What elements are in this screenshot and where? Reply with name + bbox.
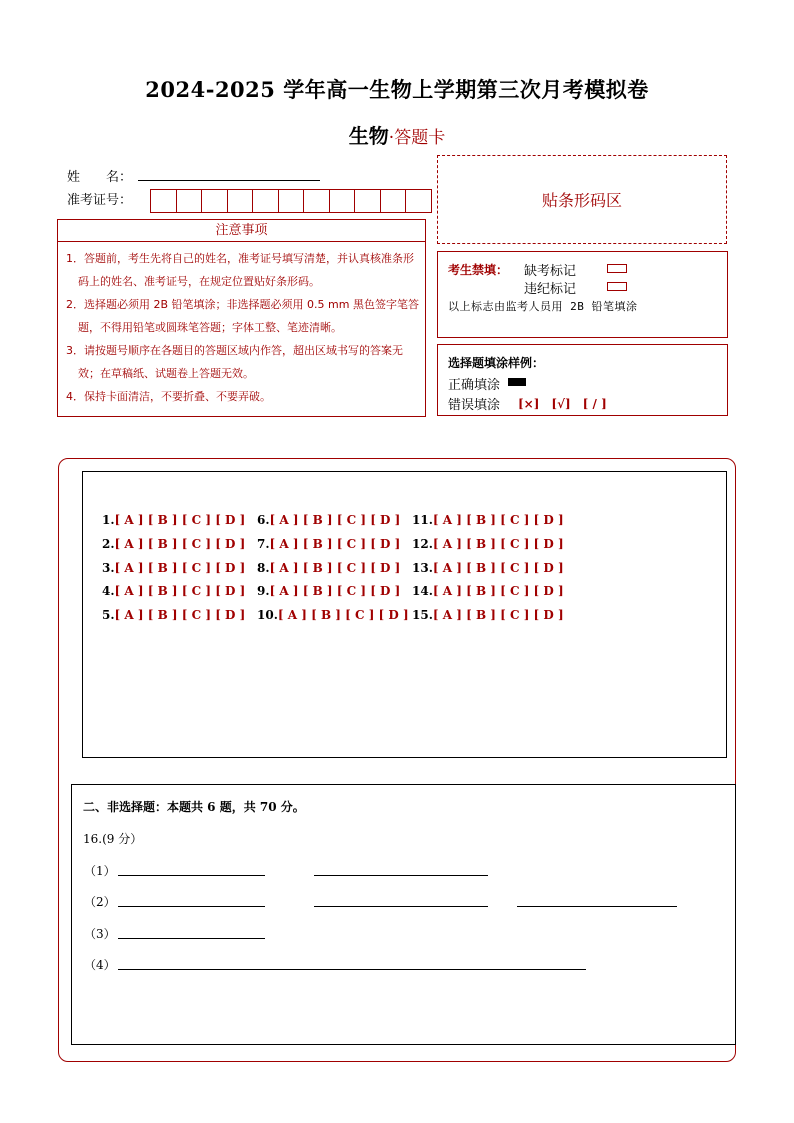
choice-options[interactable]: [ A ] [ B ] [ C ] [ D ] xyxy=(114,584,246,598)
choice-options[interactable]: [ A ] [ B ] [ C ] [ D ] xyxy=(269,561,401,575)
part-4-label: （4） xyxy=(84,958,116,972)
id-digit-box[interactable] xyxy=(201,189,228,213)
choice-row[interactable] xyxy=(412,537,564,551)
part-2-blank-3[interactable] xyxy=(517,906,677,907)
subject-heading xyxy=(0,120,794,149)
question-number: 9. xyxy=(257,584,270,598)
notes-heading: 注意事项 xyxy=(57,219,426,242)
choice-options[interactable]: [ A ] [ B ] [ C ] [ D ] xyxy=(432,561,564,575)
choice-row[interactable] xyxy=(412,608,564,622)
exam-id-boxes[interactable] xyxy=(151,189,432,213)
choice-options[interactable]: [ A ] [ B ] [ C ] [ D ] xyxy=(269,537,401,551)
id-digit-box[interactable] xyxy=(278,189,305,213)
question-number: 12. xyxy=(412,537,433,551)
choice-options[interactable]: [ A ] [ B ] [ C ] [ D ] xyxy=(269,584,401,598)
choice-row[interactable] xyxy=(102,537,245,551)
question-number: 8. xyxy=(257,561,270,575)
choice-options[interactable]: [ A ] [ B ] [ C ] [ D ] xyxy=(269,513,401,527)
id-digit-box[interactable] xyxy=(176,189,203,213)
choice-row[interactable] xyxy=(102,584,245,598)
page-title: 2024-2025 学年高一生物上学期第三次月考模拟卷 xyxy=(145,77,649,102)
fill-example-panel xyxy=(437,344,728,416)
question-number: 13. xyxy=(412,561,433,575)
part-3-label: （3） xyxy=(84,927,116,941)
notes-item: 2．选择题必须用 2B 铅笔填涂；非选择题必须用 0.5 mm 黑色签字笔答题，不得用铅笔或圆珠笔答题；字体工整、笔迹清晰。 xyxy=(66,298,419,334)
id-digit-box[interactable] xyxy=(354,189,381,213)
answer-card-label: ·答题卡 xyxy=(388,128,446,148)
question-number: 3. xyxy=(102,561,115,575)
choice-options[interactable]: [ A ] [ B ] [ C ] [ D ] xyxy=(114,537,246,551)
choice-options[interactable]: [ A ] [ B ] [ C ] [ D ] xyxy=(114,513,246,527)
part-1-label: （1） xyxy=(84,864,116,878)
question-number: 15. xyxy=(412,608,433,622)
part-2-blank-2[interactable] xyxy=(314,906,488,907)
part-3-blank-1[interactable] xyxy=(118,938,265,939)
violation-mark-box[interactable] xyxy=(607,282,627,291)
free-response-box xyxy=(71,784,736,1045)
part-2-label: （2） xyxy=(84,895,116,909)
notes-item: 3．请按题号顺序在各题目的答题区域内作答，超出区域书写的答案无效；在草稿纸、试题卷上答题无效。 xyxy=(66,344,403,380)
choice-row[interactable] xyxy=(257,584,400,598)
barcode-area xyxy=(437,155,727,244)
question-number: 1. xyxy=(102,513,115,527)
name-field[interactable] xyxy=(138,180,320,181)
choice-options[interactable]: [ A ] [ B ] [ C ] [ D ] xyxy=(432,608,564,622)
notes-item: 1．答题前，考生先将自己的姓名，准考证号填写清楚，并认真核准条形码上的姓名、准考证号，在规定位置贴好条形码。 xyxy=(66,252,414,288)
part-2-blank-1[interactable] xyxy=(118,906,265,907)
question-number: 14. xyxy=(412,584,433,598)
id-digit-box[interactable] xyxy=(380,189,407,213)
id-label: 准考证号： xyxy=(67,193,133,208)
id-digit-box[interactable] xyxy=(405,189,432,213)
notes-panel xyxy=(57,242,426,417)
choice-options[interactable]: [ A ] [ B ] [ C ] [ D ] xyxy=(114,561,246,575)
proctor-only-panel xyxy=(437,251,728,338)
question-number: 7. xyxy=(257,537,270,551)
choice-row[interactable] xyxy=(412,584,564,598)
choice-options[interactable]: [ A ] [ B ] [ C ] [ D ] xyxy=(277,608,409,622)
free-response-heading: 二、非选择题：本题共 6 题，共 70 分。 xyxy=(83,800,305,814)
correct-fill-sample xyxy=(508,378,526,386)
name-label: 姓 名： xyxy=(67,170,133,185)
part-4-blank-1[interactable] xyxy=(118,969,586,970)
question-number: 6. xyxy=(257,513,270,527)
absent-label: 缺考标记 xyxy=(524,264,577,279)
choice-row[interactable] xyxy=(102,608,245,622)
choice-options[interactable]: [ A ] [ B ] [ C ] [ D ] xyxy=(432,584,564,598)
choice-options[interactable]: [ A ] [ B ] [ C ] [ D ] xyxy=(432,537,564,551)
proctor-only-label: 考生禁填： xyxy=(448,263,509,277)
choice-row[interactable] xyxy=(412,513,564,527)
wrong-fill-label: 错误填涂 xyxy=(448,398,501,413)
wrong-fill-samples: [×] [√] [ / ] xyxy=(518,397,607,411)
choice-row[interactable] xyxy=(257,513,400,527)
question-number: 11. xyxy=(412,513,433,527)
choice-row[interactable] xyxy=(102,561,245,575)
choice-options[interactable]: [ A ] [ B ] [ C ] [ D ] xyxy=(114,608,246,622)
id-digit-box[interactable] xyxy=(150,189,177,213)
choice-row[interactable] xyxy=(412,561,564,575)
fill-example-title: 选择题填涂样例： xyxy=(448,356,545,370)
question-number: 2. xyxy=(102,537,115,551)
notes-item: 4．保持卡面清洁，不要折叠、不要弄破。 xyxy=(66,390,271,403)
id-digit-box[interactable] xyxy=(303,189,330,213)
subject-name: 生物 xyxy=(348,124,389,148)
id-digit-box[interactable] xyxy=(227,189,254,213)
question-number: 4. xyxy=(102,584,115,598)
question-16-label: 16.(9 分） xyxy=(83,832,143,846)
barcode-label: 贴条形码区 xyxy=(541,191,622,210)
id-digit-box[interactable] xyxy=(329,189,356,213)
question-number: 5. xyxy=(102,608,115,622)
choice-row[interactable] xyxy=(102,513,245,527)
choice-options[interactable]: [ A ] [ B ] [ C ] [ D ] xyxy=(432,513,564,527)
correct-fill-label: 正确填涂 xyxy=(448,378,501,393)
choice-row[interactable] xyxy=(257,537,400,551)
choice-row[interactable] xyxy=(257,608,409,622)
id-digit-box[interactable] xyxy=(252,189,279,213)
proctor-note: 以上标志由监考人员用 2B 铅笔填涂 xyxy=(448,300,638,313)
part-1-blank-1[interactable] xyxy=(118,875,265,876)
absent-mark-box[interactable] xyxy=(607,264,627,273)
question-number: 10. xyxy=(257,608,278,622)
choice-row[interactable] xyxy=(257,561,400,575)
violation-label: 违纪标记 xyxy=(524,282,577,297)
part-1-blank-2[interactable] xyxy=(314,875,488,876)
